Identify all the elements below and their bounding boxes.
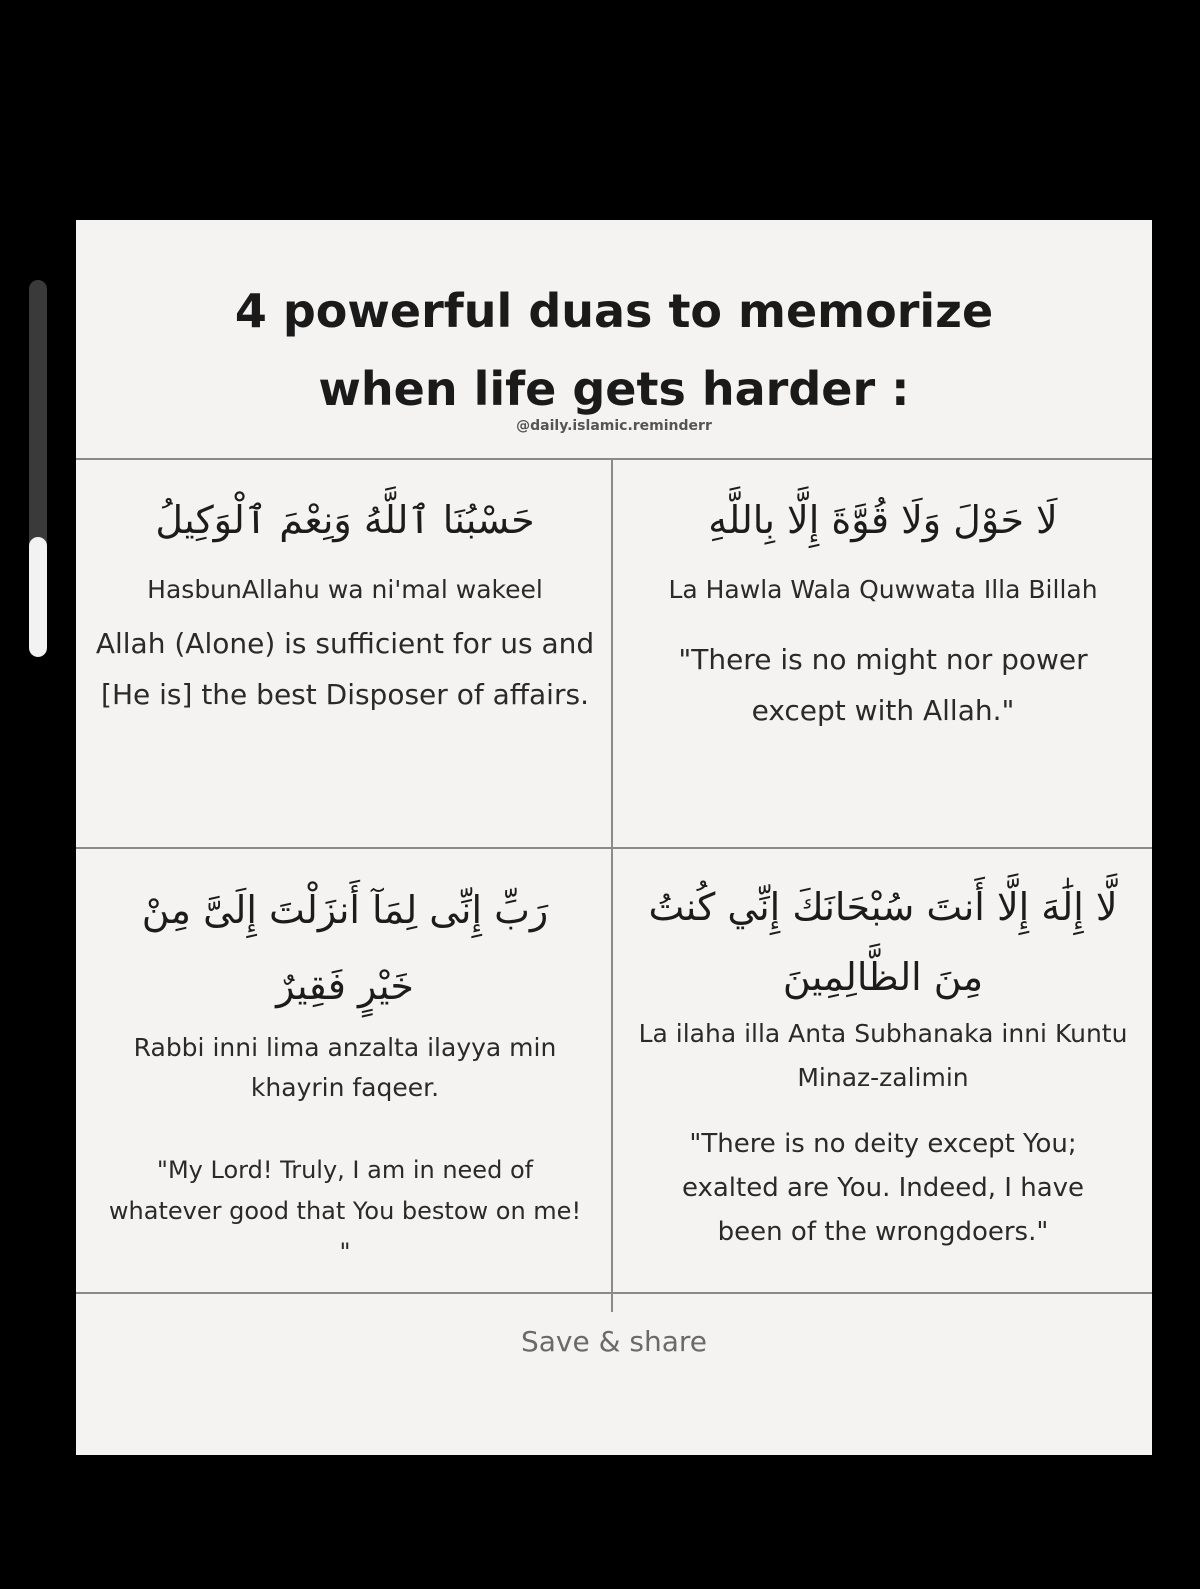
save-share-label: Save & share <box>521 1325 707 1358</box>
dua-transliteration: HasbunAllahu wa ni'mal wakeel <box>147 575 543 604</box>
dua-arabic: حَسْبُنَا ٱللَّهُ وَنِعْمَ ٱلْوَكِيلُ <box>155 498 535 542</box>
dua-meaning: "There is no deity except You; exalted are You. Indeed, I have been of the wrongdoers." <box>681 1129 1085 1247</box>
grid-divider-top <box>76 458 1152 460</box>
dua-cell-4 <box>628 872 1138 1254</box>
scrollbar[interactable] <box>29 280 47 657</box>
dua-card <box>76 220 1152 1455</box>
dua-transliteration: La ilaha illa Anta Subhanaka inni Kuntu Minaz-zalimin <box>638 1019 1128 1092</box>
dua-transliteration: La Hawla Wala Quwwata Illa Billah <box>668 575 1098 604</box>
grid-divider-bottom <box>76 1292 1152 1294</box>
dua-cell-2 <box>628 482 1138 736</box>
title-line-2: when life gets harder : <box>318 362 910 416</box>
dua-arabic: لَّا إِلَٰهَ إِلَّا أَنتَ سُبْحَانَكَ إِنِّي كُنتُ مِنَ الظَّالِمِينَ <box>648 885 1118 999</box>
title-line-1: 4 powerful duas to memorize <box>234 284 994 338</box>
scrollbar-thumb[interactable] <box>29 537 47 657</box>
dua-arabic: لَا حَوْلَ وَلَا قُوَّةَ إِلَّا بِاللَّهِ <box>708 498 1058 542</box>
dua-meaning: Allah (Alone) is sufficient for us and [He is] the best Disposer of affairs. <box>95 627 595 711</box>
dua-cell-3 <box>90 872 600 1273</box>
dua-meaning: "There is no might nor power except with Allah." <box>678 643 1088 727</box>
page-title <box>76 272 1152 428</box>
dua-transliteration: Rabbi inni lima anzalta ilayya min khayrin faqeer. <box>133 1033 557 1102</box>
card-header <box>76 220 1152 460</box>
account-handle: @daily.islamic.reminderr <box>516 418 712 434</box>
grid-divider-middle <box>76 847 1152 849</box>
grid-divider-vertical <box>611 460 613 1312</box>
dua-meaning: "My Lord! Truly, I am in need of whatever good that You bestow on me! " <box>108 1156 582 1266</box>
dua-cell-1 <box>90 482 600 720</box>
dua-arabic: رَبِّ إِنِّى لِمَآ أَنزَلْتَ إِلَىَّ مِنْ خَيْرٍ فَقِيرٌ <box>141 888 549 1008</box>
